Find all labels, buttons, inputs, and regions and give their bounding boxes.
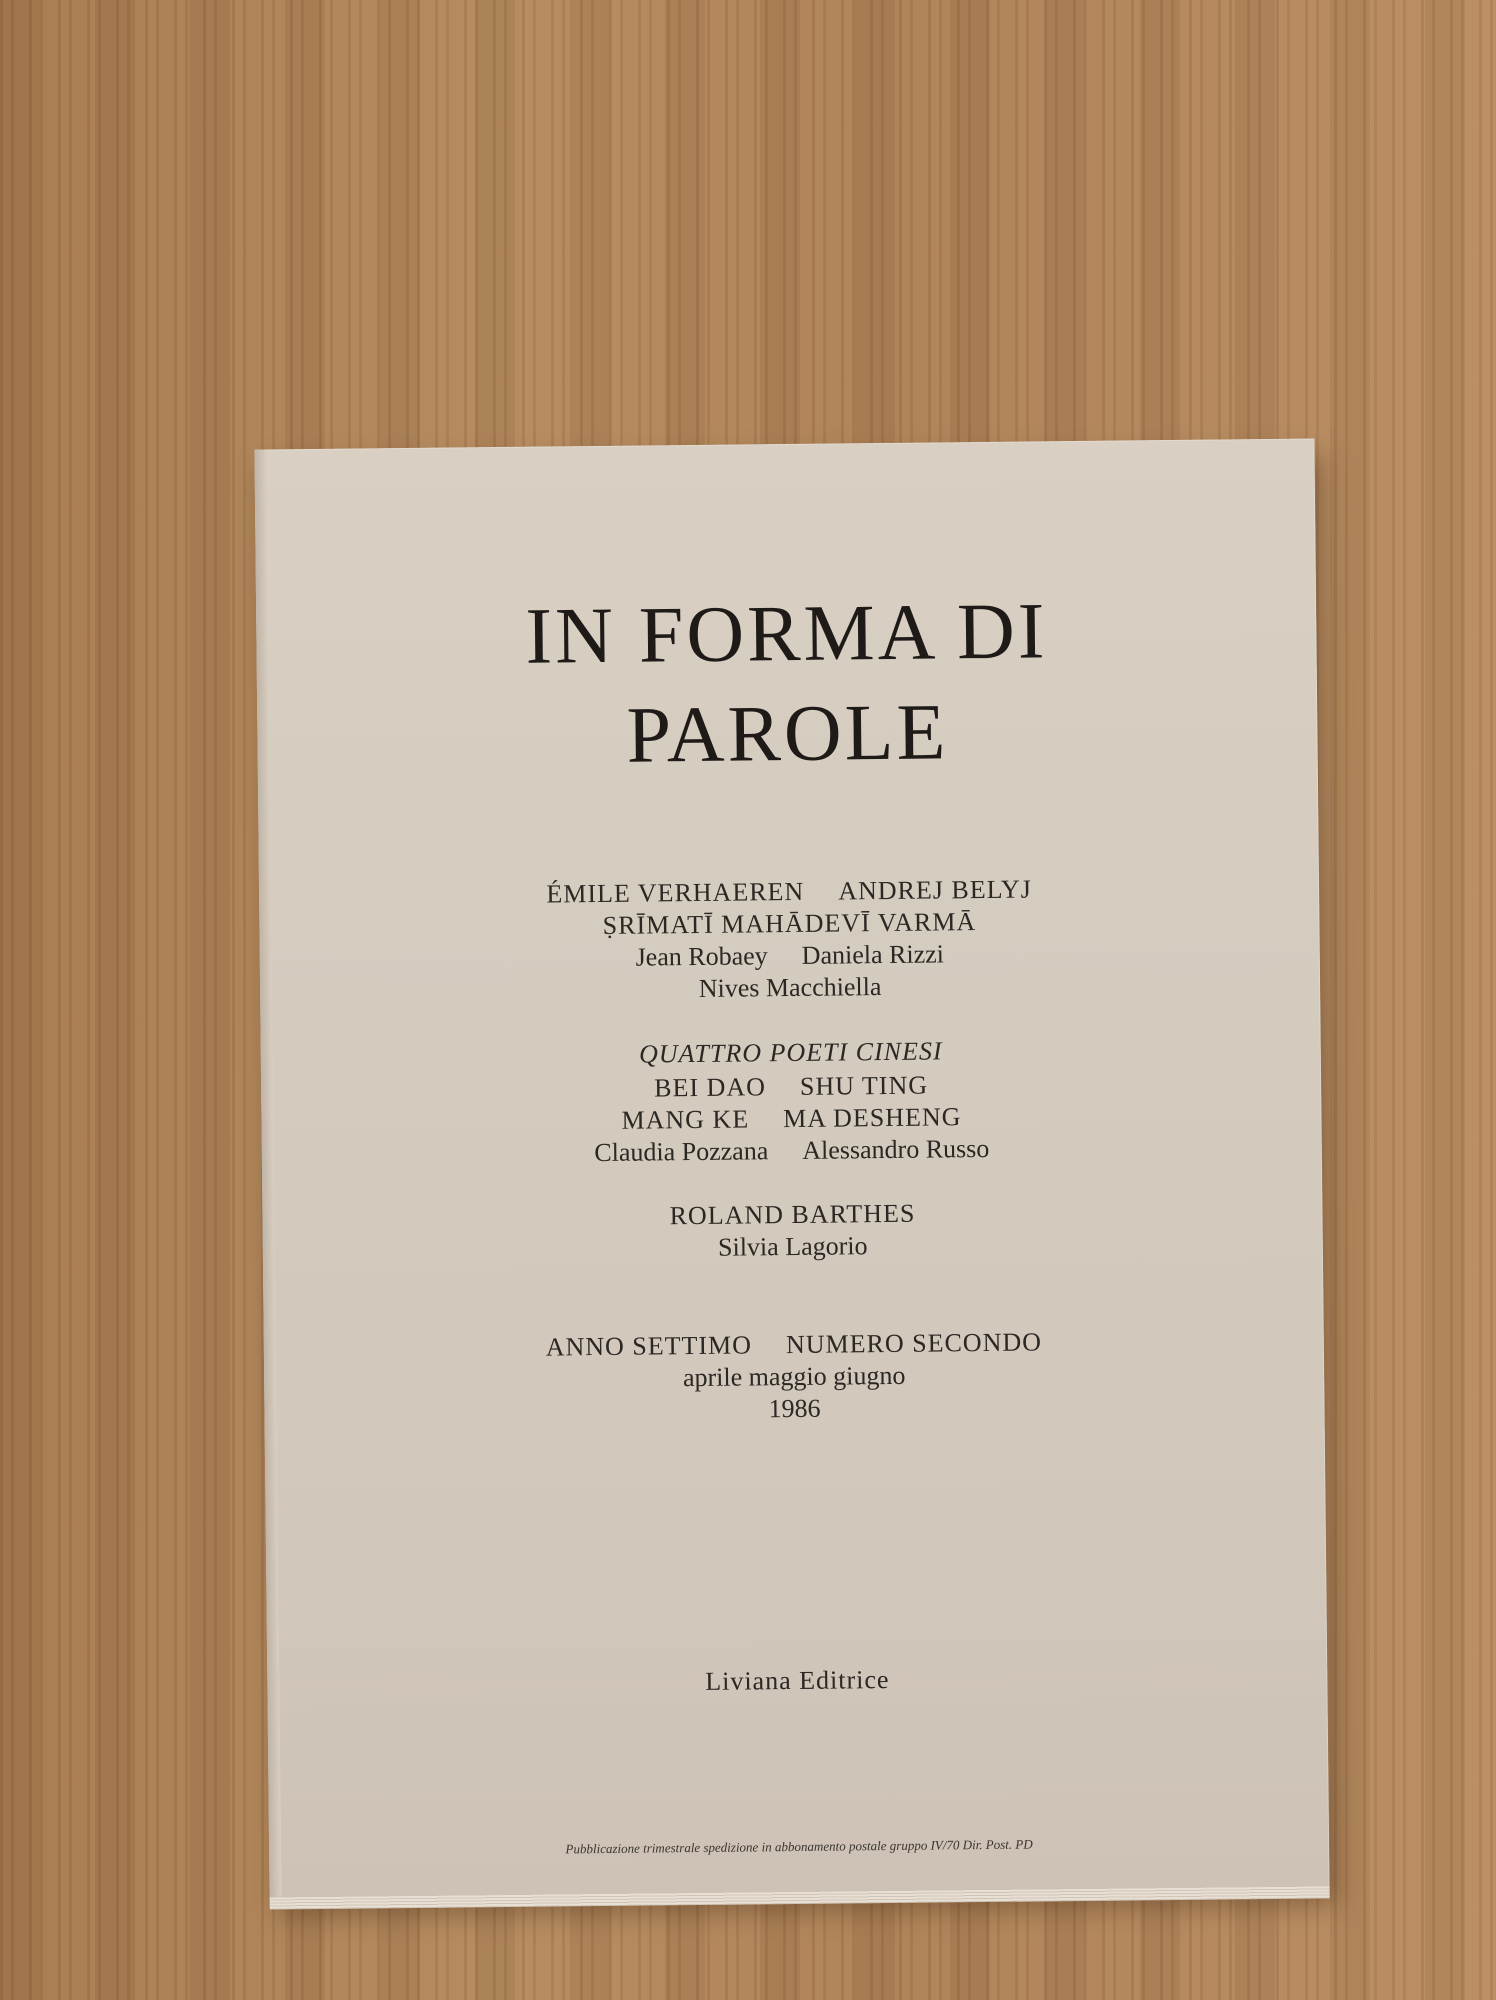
issue-months: aprile maggio giugno	[682, 1360, 906, 1393]
book-title	[256, 578, 1318, 789]
translator-name: Alessandro Russo	[802, 1133, 990, 1165]
book	[254, 438, 1329, 1899]
issue-year: 1986	[768, 1393, 821, 1424]
chinese-poets-block	[261, 1031, 1322, 1172]
postal-footnote: Pubblicazione trimestrale spedizione in abbonamento postale gruppo IV/70 Dir. Post. PD	[565, 1836, 1033, 1857]
author-name: ROLAND BARTHES	[669, 1198, 916, 1231]
authors-block	[259, 870, 1320, 1009]
translator-name: Jean Robaey	[635, 941, 768, 972]
book-cover	[254, 438, 1329, 1899]
authors-line-4: Nives Macchiella	[698, 972, 882, 1003]
author-name: ANDREJ BELYJ	[838, 874, 1032, 906]
author-name: ÉMILE VERHAEREN	[546, 876, 805, 909]
publisher-name: Liviana Editrice	[705, 1665, 890, 1696]
poet-name: BEI DAO	[654, 1072, 767, 1103]
issue-block	[264, 1323, 1325, 1430]
poet-name: MANG KE	[621, 1104, 750, 1135]
translator-name: Daniela Rizzi	[801, 939, 945, 970]
translator-name: Claudia Pozzana	[594, 1136, 769, 1168]
translator-name: Silvia Lagorio	[717, 1231, 868, 1262]
title-line-1: IN FORMA DI	[524, 587, 1048, 681]
poet-name: MA DESHENG	[782, 1102, 962, 1134]
section-heading: QUATTRO POETI CINESI	[638, 1036, 943, 1069]
issue-number-label: NUMERO SECONDO	[785, 1327, 1043, 1360]
barthes-block	[262, 1193, 1323, 1268]
poet-name: SHU TING	[799, 1070, 929, 1101]
issue-year-label: ANNO SETTIMO	[545, 1330, 753, 1362]
title-line-2: PAROLE	[626, 688, 949, 780]
authors-line-2: ṢRĪMATĪ MAHĀDEVĪ VARMĀ	[602, 907, 977, 940]
